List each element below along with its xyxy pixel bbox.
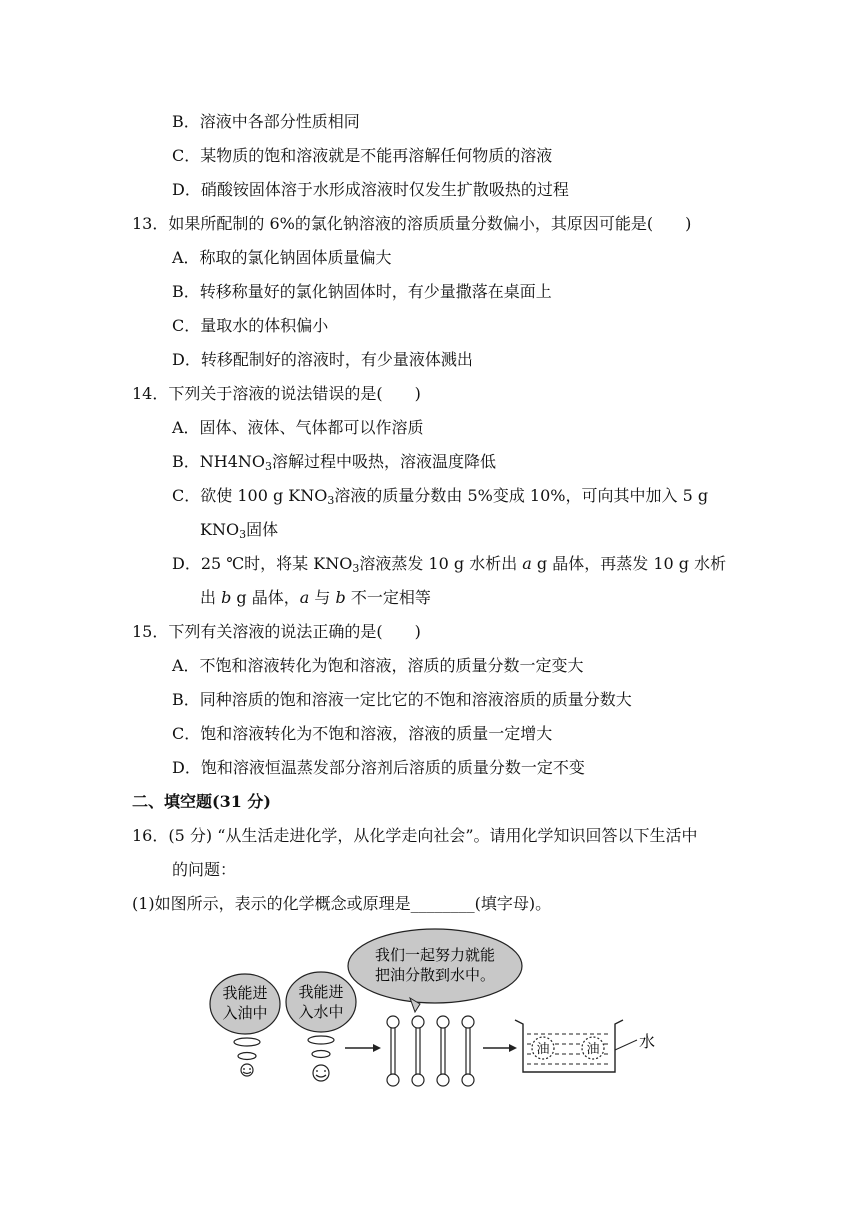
bubble-oil-line1: 我能进 — [222, 984, 268, 1002]
arrow-right-icon-2 — [483, 1044, 517, 1052]
speech-bubble-water — [286, 972, 356, 1032]
option-15a: A．不饱和溶液转化为饱和溶液，溶质的质量分数一定变大 — [172, 656, 584, 675]
option-14d-cont: 出 b g 晶体，a 与 b 不一定相等 — [200, 588, 431, 607]
option-14c-cont: $KNO_3$固体 — [200, 520, 279, 541]
option-13a: A．称取的氯化钠固体质量偏大 — [172, 248, 392, 267]
arrow-right-icon — [345, 1044, 381, 1052]
emulsification-figure — [205, 926, 675, 1096]
water-label: 水 — [639, 1032, 656, 1051]
option-12d: D．硝酸铵固体溶于水形成溶液时仅发生扩散吸热的过程 — [172, 180, 569, 199]
option-15d: D．饱和溶液恒温蒸发部分溶剂后溶质的质量分数一定不变 — [172, 758, 585, 777]
beaker-water-oil — [515, 1020, 655, 1072]
option-14a: A．固体、液体、气体都可以作溶质 — [172, 418, 424, 437]
oil-droplet-label-1: 油 — [536, 1042, 550, 1057]
bubble-together-line1: 我们一起努力就能 — [374, 946, 496, 964]
speech-bubble-oil — [210, 974, 280, 1034]
bubble-oil-line2: 入油中 — [222, 1004, 268, 1022]
option-13c: C．量取水的体积偏小 — [172, 316, 329, 335]
question-16: 16．(5 分) “从生活走进化学，从化学走向社会”。请用化学知识回答以下生活中 — [132, 826, 698, 845]
bubble-water-line2: 入水中 — [298, 1003, 344, 1021]
question-16-cont: 的问题： — [172, 860, 237, 879]
option-14b: B．$NH4NO_3$溶解过程中吸热，溶液温度降低 — [172, 452, 497, 473]
speech-bubble-together — [348, 929, 522, 1012]
surfactant-molecules — [387, 1016, 474, 1086]
option-14d: D．25 ℃时，将某 $KNO_3$溶液蒸发 10 g 水析出 a g 晶体，再蒸发 10 g 水析 — [172, 554, 727, 575]
question-13: 13．如果所配制的 6%的氯化钠溶液的溶质质量分数偏小，其原因可能是( ) — [132, 214, 692, 233]
oil-droplet-label-2: 油 — [586, 1042, 600, 1057]
option-15b: B．同种溶质的饱和溶液一定比它的不饱和溶液溶质的质量分数大 — [172, 690, 632, 709]
question-16-part-1: (1)如图所示，表示的化学概念或原理是________(填字母)。 — [132, 894, 552, 913]
bubble-water-line1: 我能进 — [298, 983, 344, 1001]
option-12b: B．溶液中各部分性质相同 — [172, 112, 360, 131]
small-ovals-left — [234, 1038, 260, 1076]
option-15c: C．饱和溶液转化为不饱和溶液，溶液的质量一定增大 — [172, 724, 553, 743]
question-15: 15．下列有关溶液的说法正确的是( ) — [132, 622, 421, 641]
section-heading-fill-in: 二、填空题(31 分) — [132, 792, 271, 811]
option-13d: D．转移配制好的溶液时，有少量液体溅出 — [172, 350, 473, 369]
option-12c: C．某物质的饱和溶液就是不能再溶解任何物质的溶液 — [172, 146, 553, 165]
option-14c: C．欲使 100 g $KNO_3$溶液的质量分数由 5%变成 10%，可向其中加入 5 g — [172, 486, 709, 507]
bubble-together-line2: 把油分散到水中。 — [374, 966, 496, 984]
option-13b: B．转移称量好的氯化钠固体时，有少量撒落在桌面上 — [172, 282, 552, 301]
small-ovals-middle — [308, 1036, 334, 1081]
question-14: 14．下列关于溶液的说法错误的是( ) — [132, 384, 421, 403]
